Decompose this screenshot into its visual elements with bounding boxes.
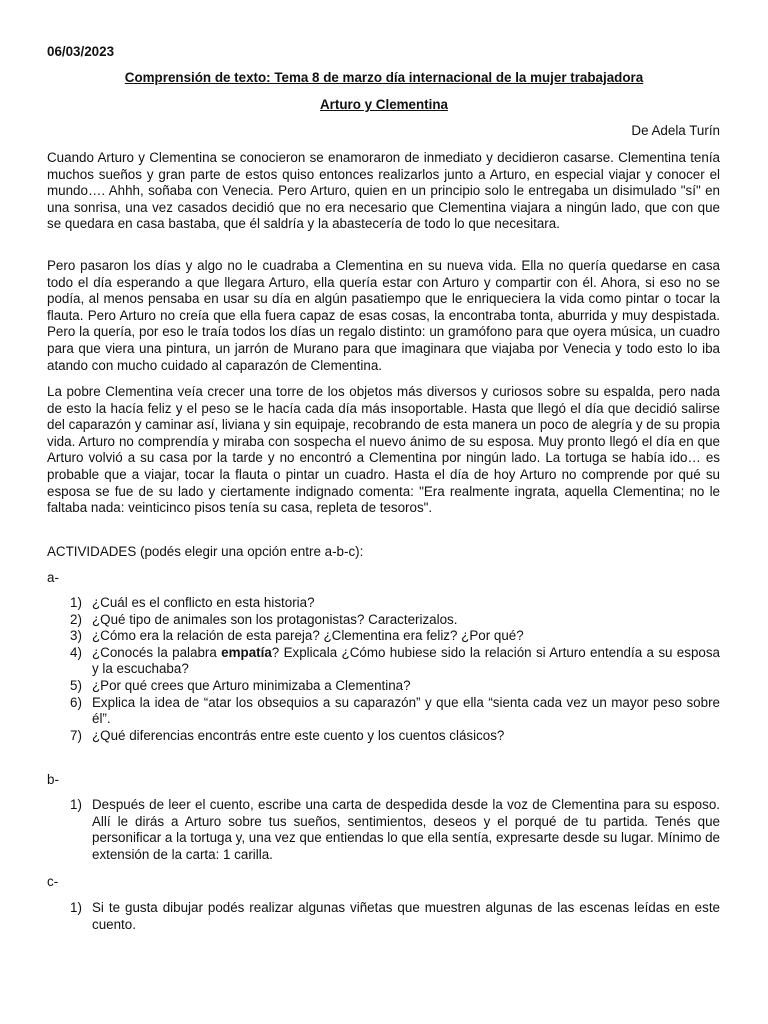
section-c-label: c- [47, 874, 59, 889]
story-paragraph: Pero pasaron los días y algo no le cuadraba a Clementina en su nueva vida. Ella no quería quedarse en casa todo el día esperando a que llegara Arturo, ella quería estar con Arturo y compartir con él. Ahora, si eso no se podía, al menos pensaba en usar su día en algún pasatiempo que le enriqueciera la vida como pintar o tocar la flauta. Pero Arturo no creía que ella fuera capaz de esas cosas, la encontraba tonta, aburrida y muy despistada. Pero la quería, por eso le traía todos los días un regalo distinto: un gramófono para que oyera música, un cuadro para que viera una pintura, un jarrón de Murano para que imaginara que viajaba por Venecia y todo esto lo iba atando con mucho cuidado al caparazón de Clementina. [47, 258, 720, 373]
question-item [47, 612, 720, 629]
question-text: ¿Cuál es el conflicto en esta historia? [92, 595, 315, 610]
question-text: Explica la idea de “atar los obsequios a su caparazón” y que ella “sienta cada vez un mayor peso sobre él”. [92, 694, 720, 727]
question-item [47, 728, 720, 745]
question-text-pre: ¿Conocés la palabra [92, 644, 222, 660]
question-number: 7) [70, 727, 82, 743]
section-c-questions [47, 900, 720, 933]
question-text: ¿Qué tipo de animales son los protagonistas? Caracterizalos. [92, 611, 458, 627]
question-text: ¿Qué diferencias encontrás entre este cuento y los cuentos clásicos? [92, 727, 505, 743]
question-number: 1) [70, 900, 82, 915]
question-number: 1) [70, 595, 82, 610]
document-date: 06/03/2023 [47, 44, 115, 59]
question-item [47, 695, 720, 728]
question-item [47, 678, 720, 695]
question-item [47, 645, 720, 678]
question-item [47, 900, 720, 933]
question-number: 5) [70, 677, 82, 693]
question-number: 4) [70, 644, 82, 660]
keyword-empatia: empatía [221, 644, 272, 660]
question-number: 6) [70, 694, 82, 710]
question-text: ¿Cómo era la relación de esta pareja? ¿Clementina era feliz? ¿Por qué? [92, 628, 524, 644]
question-number: 1) [70, 797, 82, 812]
story-title: Arturo y Clementina [320, 97, 448, 112]
story-paragraph: Cuando Arturo y Clementina se conocieron se enamoraron de inmediato y decidieron casarse. Clementina tenía muchos sueños y gran parte de estos quiso entonces realizarlos junto a Arturo, en especial viajar y conocer el mundo…. Ahhh, soñaba con Venecia. Pero Arturo, quien en un principio solo le entregaba un disimulado "sí" en una sonrisa, una vez casados decidió que no era necesario que Clementina viajara a ningún lado, que con que se quedara en casa bastaba, que él saldría y la abastecería de todo lo que necesitara. [47, 150, 720, 232]
question-item [47, 797, 720, 863]
story-author: De Adela Turín [631, 123, 720, 138]
question-text-post: ? Explicala ¿Cómo hubiese sido la relación si Arturo entendía a su esposa y la escuchaba? [92, 644, 720, 677]
document-title: Comprensión de texto: Tema 8 de marzo día internacional de la mujer trabajadora [124, 70, 644, 85]
section-a-label: a- [47, 570, 59, 585]
question-text: ¿Por qué crees que Arturo minimizaba a Clementina? [92, 677, 411, 693]
question-item [47, 628, 720, 645]
section-b-label: b- [47, 772, 59, 787]
section-b-questions [47, 797, 720, 863]
activities-heading: ACTIVIDADES (podés elegir una opción entre a-b-c): [47, 544, 364, 559]
story-paragraph: La pobre Clementina veía crecer una torre de los objetos más diversos y curiosos sobre su espalda, pero nada de esto la hacía feliz y el peso se le hacía cada día más insoportable. Hasta que llegó el día que decidió salirse del caparazón y caminar así, liviana y sin equipaje, recobrando de esta manera un poco de alegría y de su propia vida. Arturo no comprendía y miraba con sospecha el nuevo ánimo de su esposa. Muy pronto llegó el día en que Arturo volvió a su casa por la tarde y no encontró a Clementina por ningún lado. La tortuga se había ido… es probable que a viajar, tocar la flauta o pintar un cuadro. Hasta el día de hoy Arturo no comprende por qué su esposa se fue de su lado y ciertamente indignado comenta: "Era realmente ingrata, aquella Clementina; no le faltaba nada: veinticinco pisos tenía su casa, repleta de tesoros". [47, 384, 720, 516]
section-a-questions [47, 595, 720, 744]
question-number: 2) [70, 611, 82, 627]
question-text: Si te gusta dibujar podés realizar algunas viñetas que muestren algunas de las escenas leídas en este cuento. [92, 900, 720, 932]
question-item [47, 595, 720, 612]
question-number: 3) [70, 628, 82, 644]
question-text: Después de leer el cuento, escribe una carta de despedida desde la voz de Clementina para su esposo. Allí le dirás a Arturo sobre tus sueños, sentimientos, deseos y el porqué de tu partida. Tenés que personificar a la tortuga y, una vez que entiendas lo que ella sentía, expresarte desde su lugar. Mínimo de extensión de la carta: 1 carilla. [92, 797, 721, 862]
